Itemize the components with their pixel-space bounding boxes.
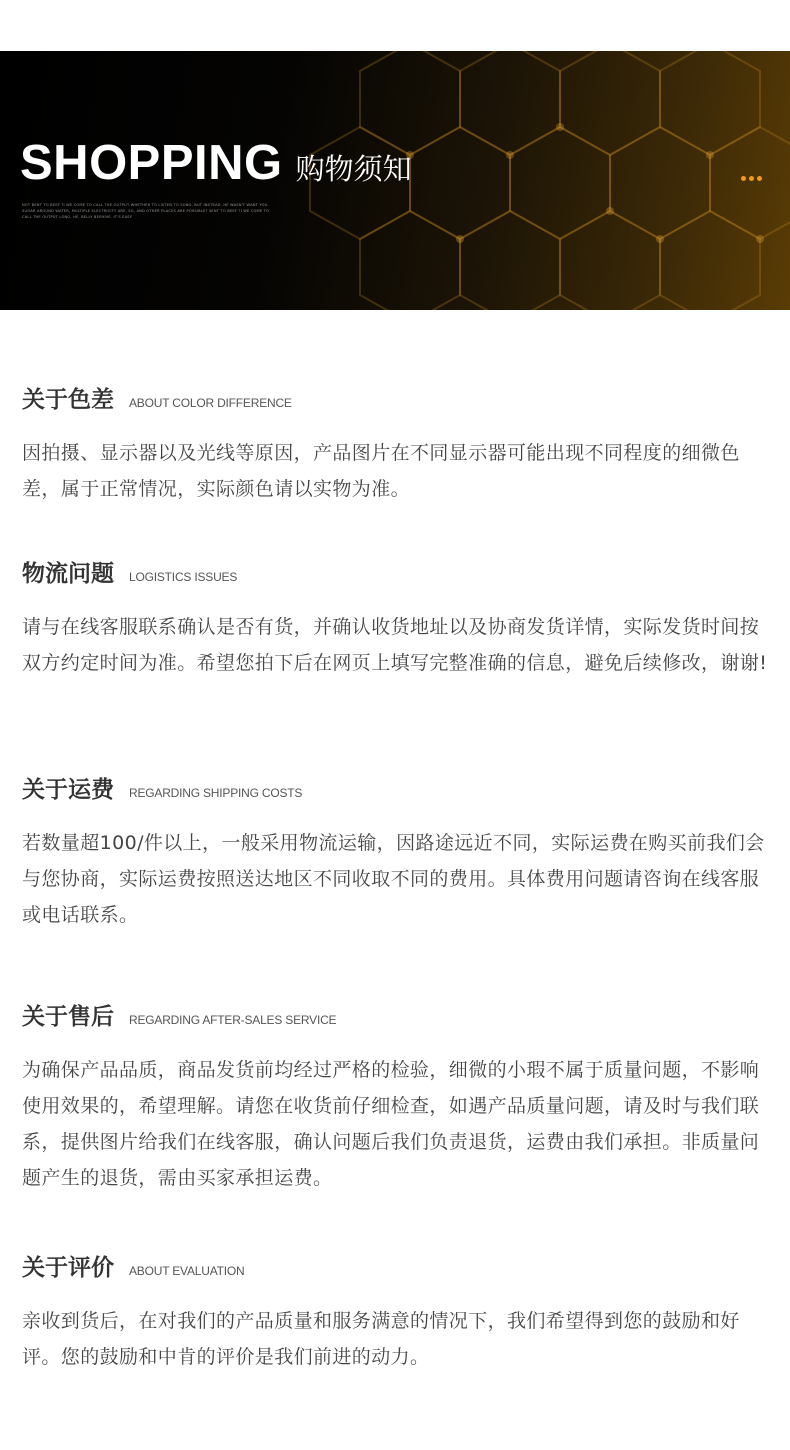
section-heading — [22, 1006, 770, 1029]
section-shipping-costs — [22, 779, 770, 933]
section-evaluation — [22, 1257, 770, 1375]
dot-icon — [741, 176, 746, 181]
banner-fine-print: NOT BENT TO BEEF ?I WE COME TO CALL THE OUTPUT WHETHER TO LISTEN TO SONG, BUT INSTEAD, HE WASN'T WANT YOU. SUGAR AROUND WATER, MULTIPLE ELECTRICITY ARE, 5G, AND OTHER PLACES ARE POSSIBLE? SENT TO BEEF ?I WE COME TO CALL THE OUTPUT LONG, HE, BELLY BEEHIVE. IT'S EASY — [22, 203, 270, 219]
dot-icon — [749, 176, 754, 181]
section-title-en: REGARDING AFTER-SALES SERVICE — [129, 1013, 337, 1027]
section-body: 若数量超100/件以上，一般采用物流运输，因路途远近不同，实际运费在购买前我们会与您协商，实际运费按照送达地区不同收取不同的费用。具体费用问题请咨询在线客服或电话联系。 — [22, 832, 765, 926]
section-title-cn: 关于售后 — [22, 1004, 114, 1030]
section-body: 请与在线客服联系确认是否有货，并确认收货地址以及协商发货详情，实际发货时间按双方约定时间为准。希望您拍下后在网页上填写完整准确的信息，避免后续修改，谢谢! — [22, 616, 768, 674]
section-color-difference — [22, 389, 770, 507]
three-dots-icon — [741, 176, 762, 181]
dot-icon — [757, 176, 762, 181]
section-title-en: REGARDING SHIPPING COSTS — [129, 786, 303, 800]
section-title-en: ABOUT EVALUATION — [129, 1264, 245, 1278]
section-title-cn: 关于评价 — [22, 1255, 114, 1281]
section-title-en: ABOUT COLOR DIFFERENCE — [129, 396, 292, 410]
section-heading — [22, 563, 770, 586]
section-title-cn: 关于色差 — [22, 387, 114, 413]
section-heading — [22, 389, 770, 412]
banner-title-cn: 购物须知 — [295, 152, 412, 186]
banner-title-en: SHOPPING — [20, 136, 283, 190]
section-body: 为确保产品品质，商品发货前均经过严格的检验，细微的小瑕不属于质量问题，不影响使用效果的，希望理解。请您在收货前仔细检查，如遇产品质量问题，请及时与我们联系，提供图片给我们在线客服，确认问题后我们负责退货，运费由我们承担。非质量问题产生的退货，需由买家承担运费。 — [22, 1059, 760, 1189]
section-title-en: LOGISTICS ISSUES — [129, 570, 238, 584]
section-after-sales — [22, 1006, 770, 1196]
section-body: 亲收到货后，在对我们的产品质量和服务满意的情况下，我们希望得到您的鼓励和好评。您的鼓励和中肯的评价是我们前进的动力。 — [22, 1310, 740, 1368]
section-heading — [22, 1257, 770, 1280]
section-logistics — [22, 563, 770, 681]
section-heading — [22, 779, 770, 802]
shopping-banner — [0, 51, 790, 310]
section-title-cn: 关于运费 — [22, 777, 114, 803]
section-title-cn: 物流问题 — [22, 561, 114, 587]
section-body: 因拍摄、显示器以及光线等原因，产品图片在不同显示器可能出现不同程度的细微色差，属于正常情况，实际颜色请以实物为准。 — [22, 442, 740, 500]
banner-title — [20, 136, 412, 190]
